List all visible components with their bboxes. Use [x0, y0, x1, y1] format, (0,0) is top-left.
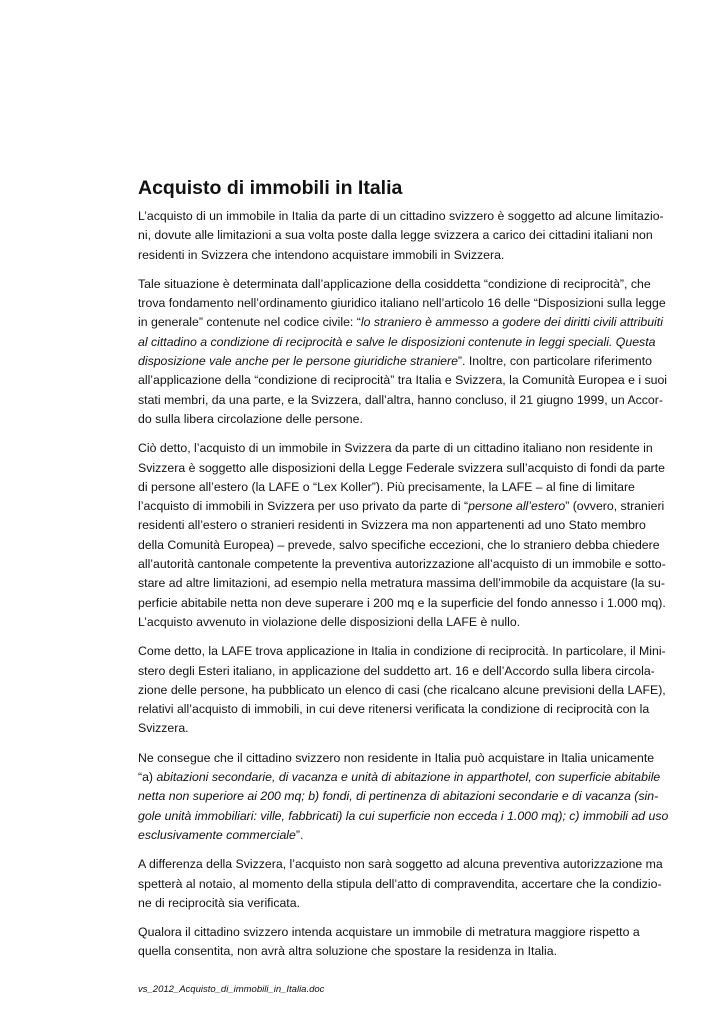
text-line — [138, 439, 663, 458]
text-segment: Tale situazione è determinata dall’applicazione della cosiddetta “condizione di reciprocità”, che — [138, 276, 651, 291]
italic-text-segment: abitazioni secondarie, di vacanza e unità di abitazione in apparthotel, con superficie abitabile — [156, 770, 661, 785]
text-segment: zione delle persone, ha pubblicato un elenco di casi (che ricalcano alcune previsioni della LAFE), — [138, 682, 666, 697]
text-segment: residenti all’estero o stranieri residenti in Svizzera ma non appartenenti ad uno Stato membro — [138, 518, 646, 533]
body-paragraph — [138, 749, 669, 845]
text-line — [138, 826, 663, 845]
italic-text-segment: al cittadino a condizione di reciprocità e salve le disposizioni contenute in leggi speciali. Questa — [138, 334, 656, 349]
text-segment: l’acquisto di immobili in Svizzera per uso privato da parte di “ — [138, 499, 469, 514]
text-line — [138, 313, 663, 332]
text-line — [138, 294, 666, 313]
text-line — [138, 275, 663, 294]
text-segment: in generale” contenute nel codice civile: “ — [138, 315, 361, 330]
body-paragraph — [138, 275, 668, 429]
text-segment: di persone all’estero (la LAFE o “Lex Koller”). Più precisamente, la LAFE – al fine di limitare — [138, 479, 635, 494]
text-line — [138, 662, 663, 681]
text-segment: Ciò detto, l’acquisto di un immobile in Svizzera da parte di un cittadino italiano non residente in — [138, 441, 653, 456]
text-line — [138, 410, 663, 429]
text-segment: ni, dovute alle limitazioni a sua volta poste dalla legge svizzera a carico dei cittadini italiani non — [138, 228, 653, 243]
text-segment: stare ad altre limitazioni, ad esempio nella metratura massima dell’immobile da acquistare (la su- — [138, 576, 665, 591]
text-line — [138, 807, 669, 826]
italic-text-segment: disposizione vale anche per le persone giuridiche straniere — [138, 354, 458, 369]
italic-text-segment: persone all’estero — [468, 499, 566, 514]
body-paragraph — [138, 439, 666, 632]
text-line — [138, 333, 663, 352]
body-paragraph — [138, 642, 666, 738]
text-segment: L’acquisto di un immobile in Italia da parte di un cittadino svizzero è soggetto ad alcune limitazio- — [138, 209, 664, 223]
text-line — [138, 719, 663, 738]
text-segment: “a) — [138, 770, 157, 785]
text-line — [138, 226, 663, 245]
text-segment: A differenza della Svizzera, l’acquisto non sarà soggetto ad alcuna preventiva autorizzazione ma — [138, 857, 663, 872]
text-segment: residenti in Svizzera che intendono acquistare immobili in Svizzera. — [138, 247, 505, 262]
text-segment: all’applicazione della “condizione di reciprocità” tra Italia e Svizzera, la Comunità Europea e i suoi — [138, 373, 668, 388]
text-line — [138, 875, 663, 894]
document-title: Acquisto di immobili in Italia — [138, 177, 403, 199]
text-line — [138, 246, 663, 265]
text-line — [138, 749, 663, 768]
text-segment: ” (ovvero, stranieri — [565, 499, 665, 514]
text-segment: do sulla libera circolazione delle persone. — [138, 411, 363, 426]
text-line — [138, 371, 668, 390]
text-line — [138, 681, 666, 700]
text-line — [138, 942, 663, 961]
text-line — [138, 459, 666, 478]
text-segment: Ne consegue che il cittadino svizzero non residente in Italia può acquistare in Italia unicamente — [138, 750, 655, 765]
text-line — [138, 642, 666, 661]
text-segment: ”. — [295, 827, 304, 842]
italic-text-segment: netta non superiore ai 200 mq; b) fondi, di pertinenza di abitazioni secondarie e di vacanza (sin- — [138, 789, 659, 804]
text-line — [138, 497, 663, 516]
text-segment: ne di reciprocità sia verificata. — [138, 895, 300, 910]
text-line — [138, 352, 663, 371]
text-segment: perficie abitabile netta non deve superare i 200 mq e la superficie del fondo annesso i 1.000 mq). — [138, 595, 666, 610]
text-segment: Come detto, la LAFE trova applicazione in Italia in condizione di reciprocità. In particolare, il Mini- — [138, 644, 666, 659]
text-segment: trova fondamento nell’ordinamento giuridico italiano nell’articolo 16 delle “Disposizioni sulla legge — [138, 296, 666, 311]
body-paragraph — [138, 855, 663, 913]
text-line — [138, 700, 663, 719]
body-paragraph — [138, 923, 663, 962]
text-segment: stati membri, da una parte, e la Svizzera, dall’altra, hanno concluso, il 21 giugno 1999, un Accor- — [138, 392, 663, 407]
text-segment: Qualora il cittadino svizzero intenda acquistare un immobile di metratura maggiore rispetto a — [138, 925, 640, 940]
italic-text-segment: esclusivamente commerciale — [138, 827, 296, 842]
text-segment: spetterà al notaio, al momento della stipula dell’atto di compravendita, accertare che la condizio- — [138, 876, 662, 891]
text-segment: stero degli Esteri italiano, in applicazione del suddetto art. 16 e dell’Accordo sulla libera circola- — [138, 663, 655, 678]
body-paragraph — [138, 207, 663, 265]
text-line — [138, 594, 666, 613]
text-line — [138, 555, 666, 574]
document-body — [138, 207, 669, 972]
text-segment: quella consentita, non avrà altra soluzione che spostare la residenza in Italia. — [138, 944, 558, 959]
text-line — [138, 613, 663, 632]
text-line — [138, 391, 663, 410]
text-line — [138, 894, 663, 913]
text-line — [138, 768, 663, 787]
text-line — [138, 536, 663, 555]
text-segment: relativi all’acquisto di immobili, in cui deve ritenersi verificata la condizione di reciprocità con la — [138, 702, 650, 717]
text-line — [138, 516, 663, 535]
document-footer-filename: vs_2012_Acquisto_di_immobili_in_Italia.doc — [138, 984, 325, 995]
text-line — [138, 855, 663, 874]
text-line — [138, 478, 663, 497]
text-segment: Svizzera è soggetto alle disposizioni della Legge Federale svizzera sull’acquisto di fondi da parte — [138, 460, 666, 475]
text-segment: Svizzera. — [138, 721, 189, 736]
text-line — [138, 923, 663, 942]
italic-text-segment: gole unità immobiliari: ville, fabbricati) la cui superficie non ecceda i 1.000 mq); c) immobili ad uso — [138, 808, 669, 823]
text-line — [138, 787, 663, 806]
text-segment: della Comunità Europea) – prevede, salvo specifiche eccezioni, che lo straniero debba chiedere — [138, 537, 660, 552]
text-segment: L’acquisto avvenuto in violazione delle disposizioni della LAFE è nullo. — [138, 614, 521, 629]
text-segment: ”. Inoltre, con particolare riferimento — [457, 354, 653, 369]
text-line — [138, 207, 663, 226]
text-line — [138, 574, 663, 593]
text-segment: all’autorità cantonale competente la preventiva autorizzazione all’acquisto di un immobile e sotto- — [138, 557, 666, 572]
italic-text-segment: lo straniero è ammesso a godere dei diritti civili attribuiti — [360, 315, 663, 330]
document-page — [138, 0, 669, 1024]
